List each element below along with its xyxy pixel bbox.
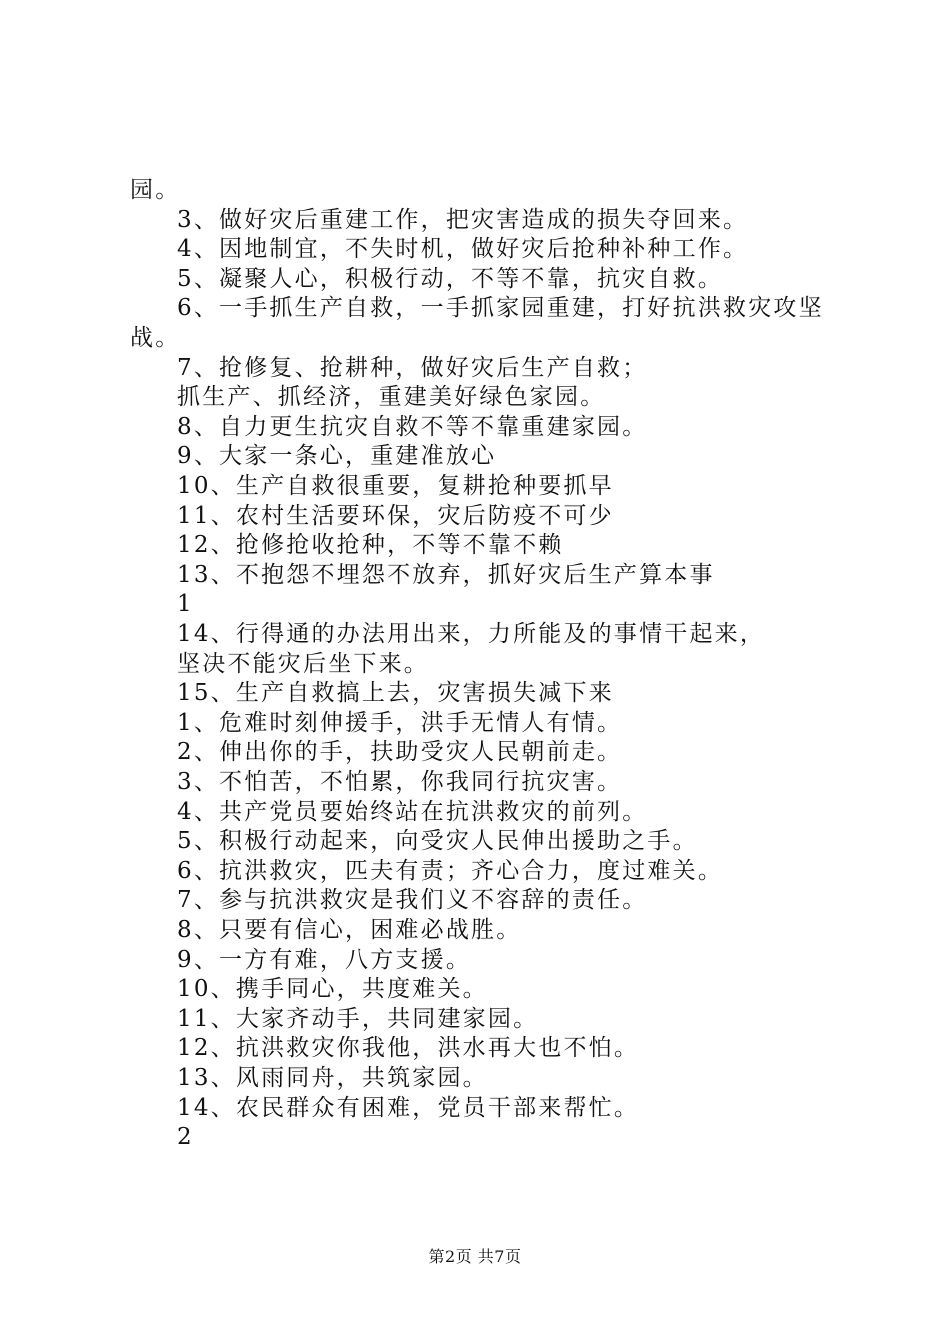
text-line: 6、一手抓生产自救，一手抓家园重建，打好抗洪救灾攻坚 <box>177 295 824 322</box>
text-line: 8、自力更生抗灾自救不等不靠重建家园。 <box>177 413 648 440</box>
text-line: 4、因地制宜，不失时机，做好灾后抢种补种工作。 <box>177 236 749 263</box>
text-line: 8、只要有信心，困难必战胜。 <box>177 917 522 943</box>
text-line: 7、参与抗洪救灾是我们义不容辞的责任。 <box>177 887 648 914</box>
text-line: 1、危难时刻伸援手，洪手无情人有情。 <box>177 709 623 736</box>
text-line: 14、行得通的办法用出来，力所能及的事情干起来， <box>177 621 766 647</box>
text-line: 11、大家齐动手，共同建家园。 <box>177 1005 539 1032</box>
text-line: 4、共产党员要始终站在抗洪救灾的前列。 <box>177 798 648 825</box>
text-line: 坚决不能灾后坐下来。 <box>177 650 429 677</box>
text-line: 13、风雨同舟，共筑家园。 <box>177 1065 488 1091</box>
text-line: 5、积极行动起来，向受灾人民伸出援助之手。 <box>177 828 698 855</box>
text-line: 10、生产自救很重要，复耕抢种要抓早 <box>177 473 614 499</box>
text-line: 13、不抱怨不埋怨不放弃，抓好灾后生产算本事 <box>177 561 715 588</box>
text-line: 9、大家一条心，重建准放心 <box>177 443 497 470</box>
text-line: 3、做好灾后重建工作，把灾害造成的损失夺回来。 <box>177 206 749 233</box>
text-line: 11、农村生活要环保，灾后防疫不可少 <box>177 502 614 529</box>
text-line: 3、不怕苦，不怕累，你我同行抗灾害。 <box>177 769 623 795</box>
text-line: 12、抗洪救灾你我他，洪水再大也不怕。 <box>177 1035 640 1062</box>
page-footer: 第2页 共7页 <box>428 1247 522 1266</box>
text-line: 6、抗洪救灾，匹夫有责；齐心合力，度过难关。 <box>177 857 724 884</box>
text-line: 1 <box>177 591 194 618</box>
text-line: 10、携手同心，共度难关。 <box>177 976 488 1003</box>
text-line: 园。 <box>130 177 181 203</box>
text-line: 战。 <box>130 325 181 351</box>
text-line: 9、一方有难，八方支援。 <box>177 946 472 973</box>
text-line: 抓生产、抓经济，重建美好绿色家园。 <box>177 384 606 411</box>
text-line: 2 <box>177 1124 194 1151</box>
text-line: 14、农民群众有困难，党员干部来帮忙。 <box>177 1094 640 1121</box>
text-line: 7、抢修复、抢耕种，做好灾后生产自救； <box>177 354 648 381</box>
text-line: 5、凝聚人心，积极行动，不等不靠，抗灾自救。 <box>177 265 724 292</box>
text-line: 15、生产自救搞上去，灾害损失减下来 <box>177 680 614 707</box>
text-line: 12、抢修抢收抢种，不等不靠不赖 <box>177 532 564 559</box>
text-line: 2、伸出你的手，扶助受灾人民朝前走。 <box>177 739 623 766</box>
